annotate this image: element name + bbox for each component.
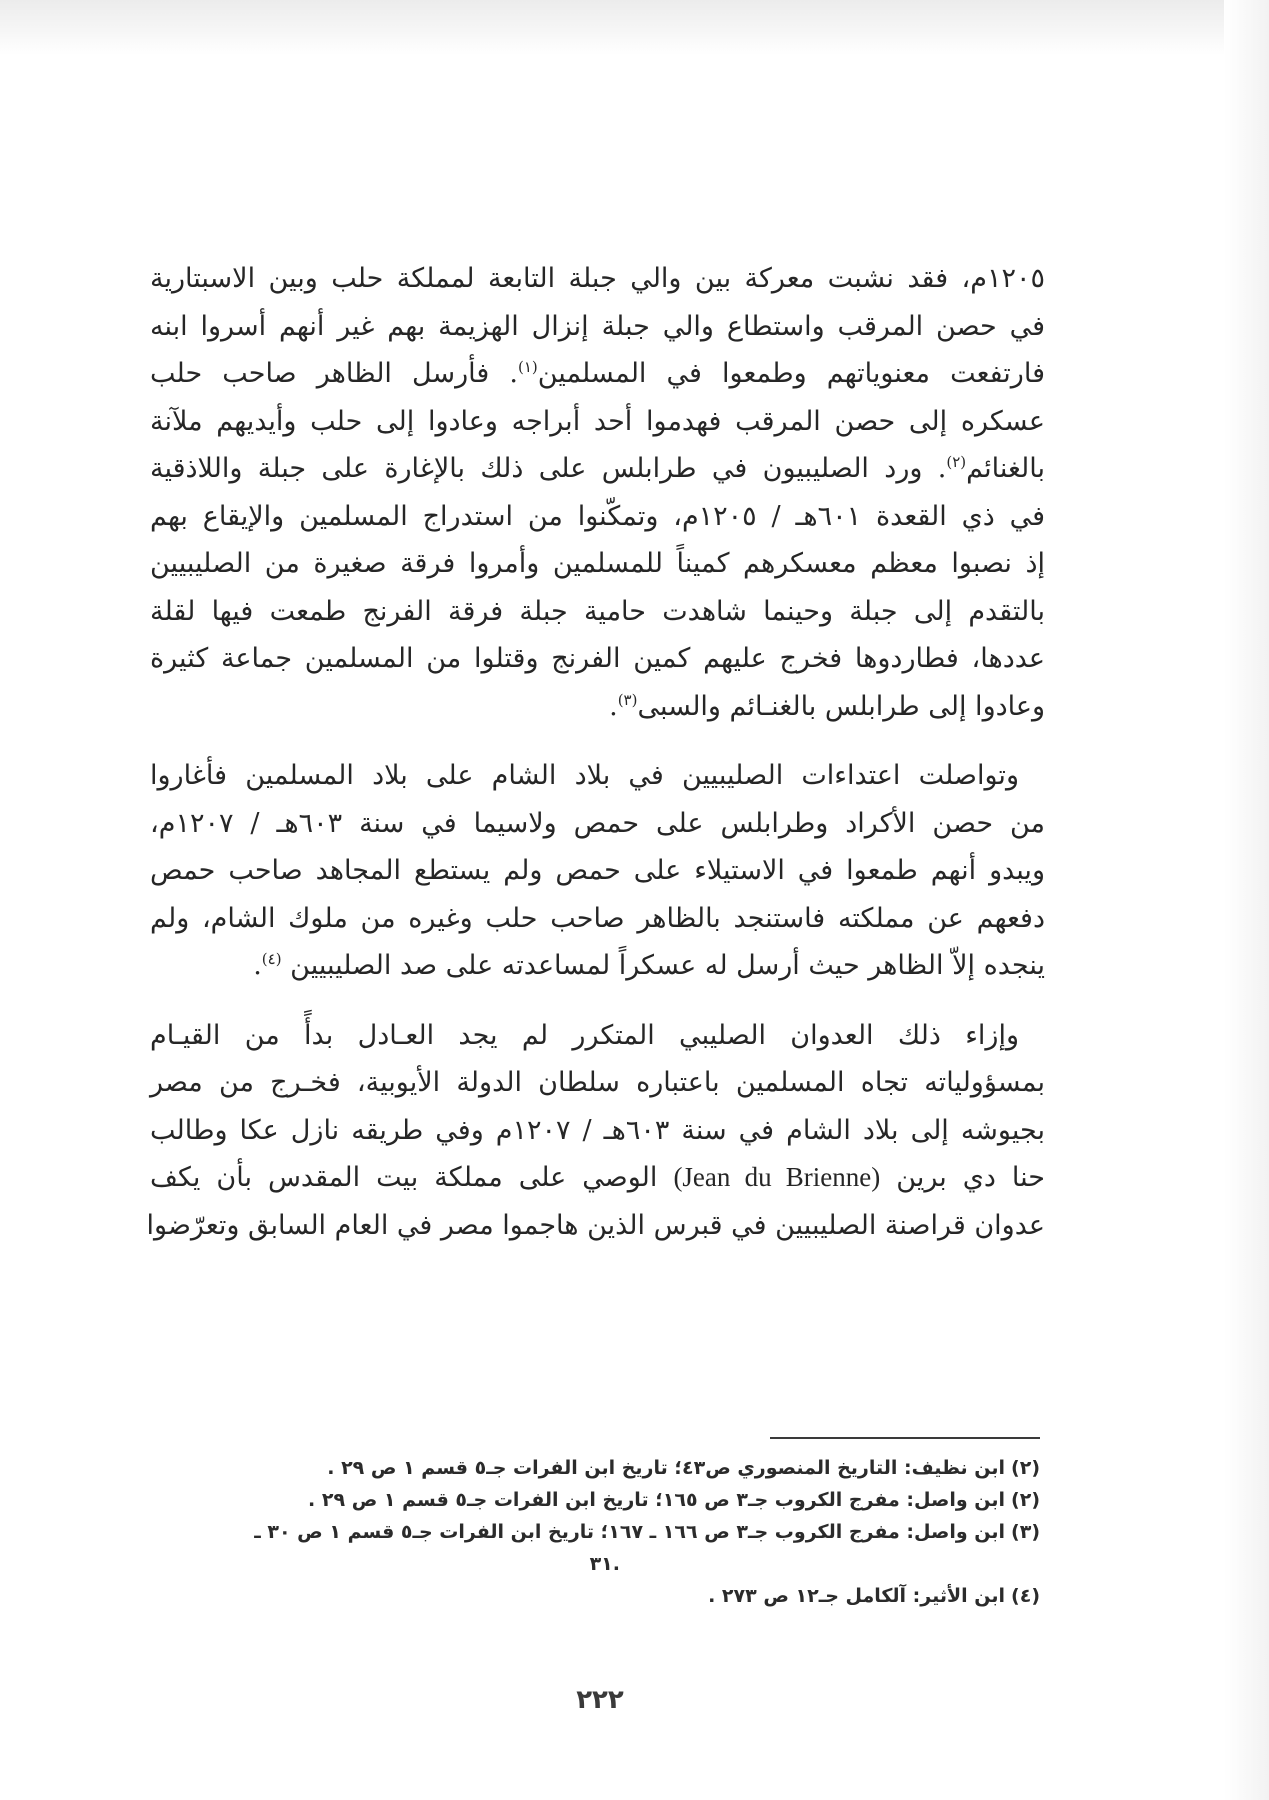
text-line: وعادوا إلى طرابلس بالغنـائم والسبى$^{(٣)}$.	[609, 690, 1045, 722]
paragraph-3	[146, 1012, 1045, 1250]
paragraph-gap	[150, 990, 1045, 1012]
footnote-item	[180, 1484, 1040, 1516]
footnote-text: ابن الأثير: آلكامل جـ١٢ ص ٢٧٣ .	[708, 1585, 1006, 1607]
footnote-number: (٤)	[1011, 1585, 1040, 1607]
footnote-marker[interactable]: (٣)	[617, 690, 638, 709]
footnote-item	[180, 1580, 1040, 1612]
paragraph-gap	[150, 730, 1045, 752]
footnote-marker[interactable]: (٤)	[261, 950, 282, 968]
page-number: ٢٢٢	[576, 1685, 624, 1715]
footnote-item	[180, 1516, 1040, 1548]
text-segment: فارتفعت معنوياتهم وطمعوا في المسلمين	[537, 358, 1045, 389]
text-line: عددها، فطاردوها فخرج عليهم كمين الفرنج وقتلوا من المسلمين جماعة كثيرة	[150, 643, 1045, 674]
body-text	[146, 255, 1046, 1249]
text-line: ينجده إلاّ الظاهر حيث أرسل له عسكراً لمساعدته على صد الصليبيين $^{(٤)}$.	[253, 950, 1045, 981]
text-segment: ينجده إلاّ الظاهر حيث أرسل له عسكراً لمساعدته على صد الصليبيين	[290, 950, 1045, 981]
footnote-text: ابن واصل: مفرج الكروب جـ٣ ص ١٦٦ ـ ١٦٧؛ تاريخ ابن الفرات جـ٥ قسم ١ ص ٣٠ ـ	[254, 1521, 1006, 1543]
footnote-number: (٢)	[1011, 1457, 1040, 1479]
paragraph-1	[150, 255, 1045, 730]
text-segment: بالغنائم	[966, 453, 1046, 484]
footnote-number: (٢)	[1011, 1489, 1040, 1511]
text-segment: حنا دي برين	[896, 1162, 1045, 1193]
footnote-text: ابن واصل: مفرج الكروب جـ٣ ص ١٦٥؛ تاريخ ابن الفرات جـ٥ قسم ١ ص ٢٩ .	[308, 1489, 1006, 1511]
text-line: عسكره إلى حصن المرقب فهدموا أحد أبراجه وعادوا إلى حلب وأيديهم ملآنة	[150, 405, 1045, 437]
text-segment: ورد الصليبيون في طرابلس على ذلك بالإغارة على جبلة واللاذقية	[150, 453, 923, 484]
footnote-number: (٣)	[1011, 1521, 1040, 1543]
scan-shadow-right	[1224, 0, 1269, 1800]
text-line: ١٢٠٥م، فقد نشبت معركة بين والي جبلة التابعة لمملكة حلب وبين الاسبتارية	[150, 263, 1045, 294]
text-line: من حصن الأكراد وطرابلس على حمص ولاسيما في سنة ٦٠٣هـ / ١٢٠٧م،	[150, 807, 1045, 839]
text-segment: الوصي على مملكة بيت المقدس بأن يكف	[150, 1162, 658, 1193]
text-line: فارتفعت معنوياتهم وطمعوا في المسلمين$^{(١)}$. فأرسل الظاهر صاحب حلب	[150, 358, 1045, 389]
footnotes	[180, 1452, 1040, 1612]
text-line: دفعهم عن مملكته فاستنجد بالظاهر صاحب حلب وغيره من ملوك الشام، ولم	[150, 902, 1045, 934]
text-line: بالغنائم$^{(٢)}$. ورد الصليبيون في طرابلس على ذلك بالإغارة على جبلة واللاذقية	[150, 453, 1046, 484]
text-line: وتواصلت اعتداءات الصليبيين في بلاد الشام على بلاد المسلمين فأغاروا	[150, 760, 1019, 791]
text-line: في حصن المرقب واستطاع والي جبلة إنزال الهزيمة بهم غير أنهم أسروا ابنه	[150, 310, 1045, 342]
text-segment: فأرسل الظاهر صاحب حلب	[150, 358, 490, 389]
text-line: بجيوشه إلى بلاد الشام في سنة ٦٠٣هـ / ١٢٠٧م وفي طريقه نازل عكا وطالب	[150, 1114, 1045, 1146]
footnote-continuation: .٣١	[589, 1553, 620, 1575]
text-line: عدوان قراصنة الصليبيين في قبرس الذين هاجموا مصر في العام السابق وتعرّضوا	[146, 1209, 1045, 1241]
text-line: بمسؤولياته تجاه المسلمين باعتباره سلطان الدولة الأيوبية، فخـرج من مصر	[150, 1067, 1045, 1098]
text-line: إذ نصبوا معظم معسكرهم كميناً للمسلمين وأمروا فرقة صغيرة من الصليبيين	[150, 548, 1045, 579]
text-line: في ذي القعدة ٦٠١هـ / ١٢٠٥م، وتمكّنوا من استدراج المسلمين والإيقاع بهم	[150, 500, 1045, 532]
footnote-marker[interactable]: (١)	[517, 358, 538, 376]
scan-shadow-top	[0, 0, 1269, 55]
text-line: بالتقدم إلى جبلة وحينما شاهدت حامية جبلة فرقة الفرنج طمعت فيها لقلة	[150, 595, 1045, 627]
text-segment: وعادوا إلى طرابلس بالغنـائم والسبى	[637, 690, 1045, 722]
paragraph-2	[150, 752, 1045, 990]
footnote-text: ابن نظيف: التاريخ المنصوري ص٤٣؛ تاريخ ابن الفرات جـ٥ قسم ١ ص ٢٩ .	[327, 1457, 1006, 1479]
footnote-item	[180, 1452, 1040, 1484]
footnote-separator	[770, 1437, 1040, 1439]
text-line: وإزاء ذلك العدوان الصليبي المتكرر لم يجد العـادل بدأً من القيـام	[150, 1019, 1019, 1051]
latin-name: (Jean du Brienne)	[673, 1162, 881, 1192]
text-line	[150, 1154, 1045, 1202]
footnote-marker[interactable]: (٢)	[946, 453, 967, 471]
text-line: ويبدو أنهم طمعوا في الاستيلاء على حمص ولم يستطع المجاهد صاحب حمص	[150, 855, 1045, 886]
